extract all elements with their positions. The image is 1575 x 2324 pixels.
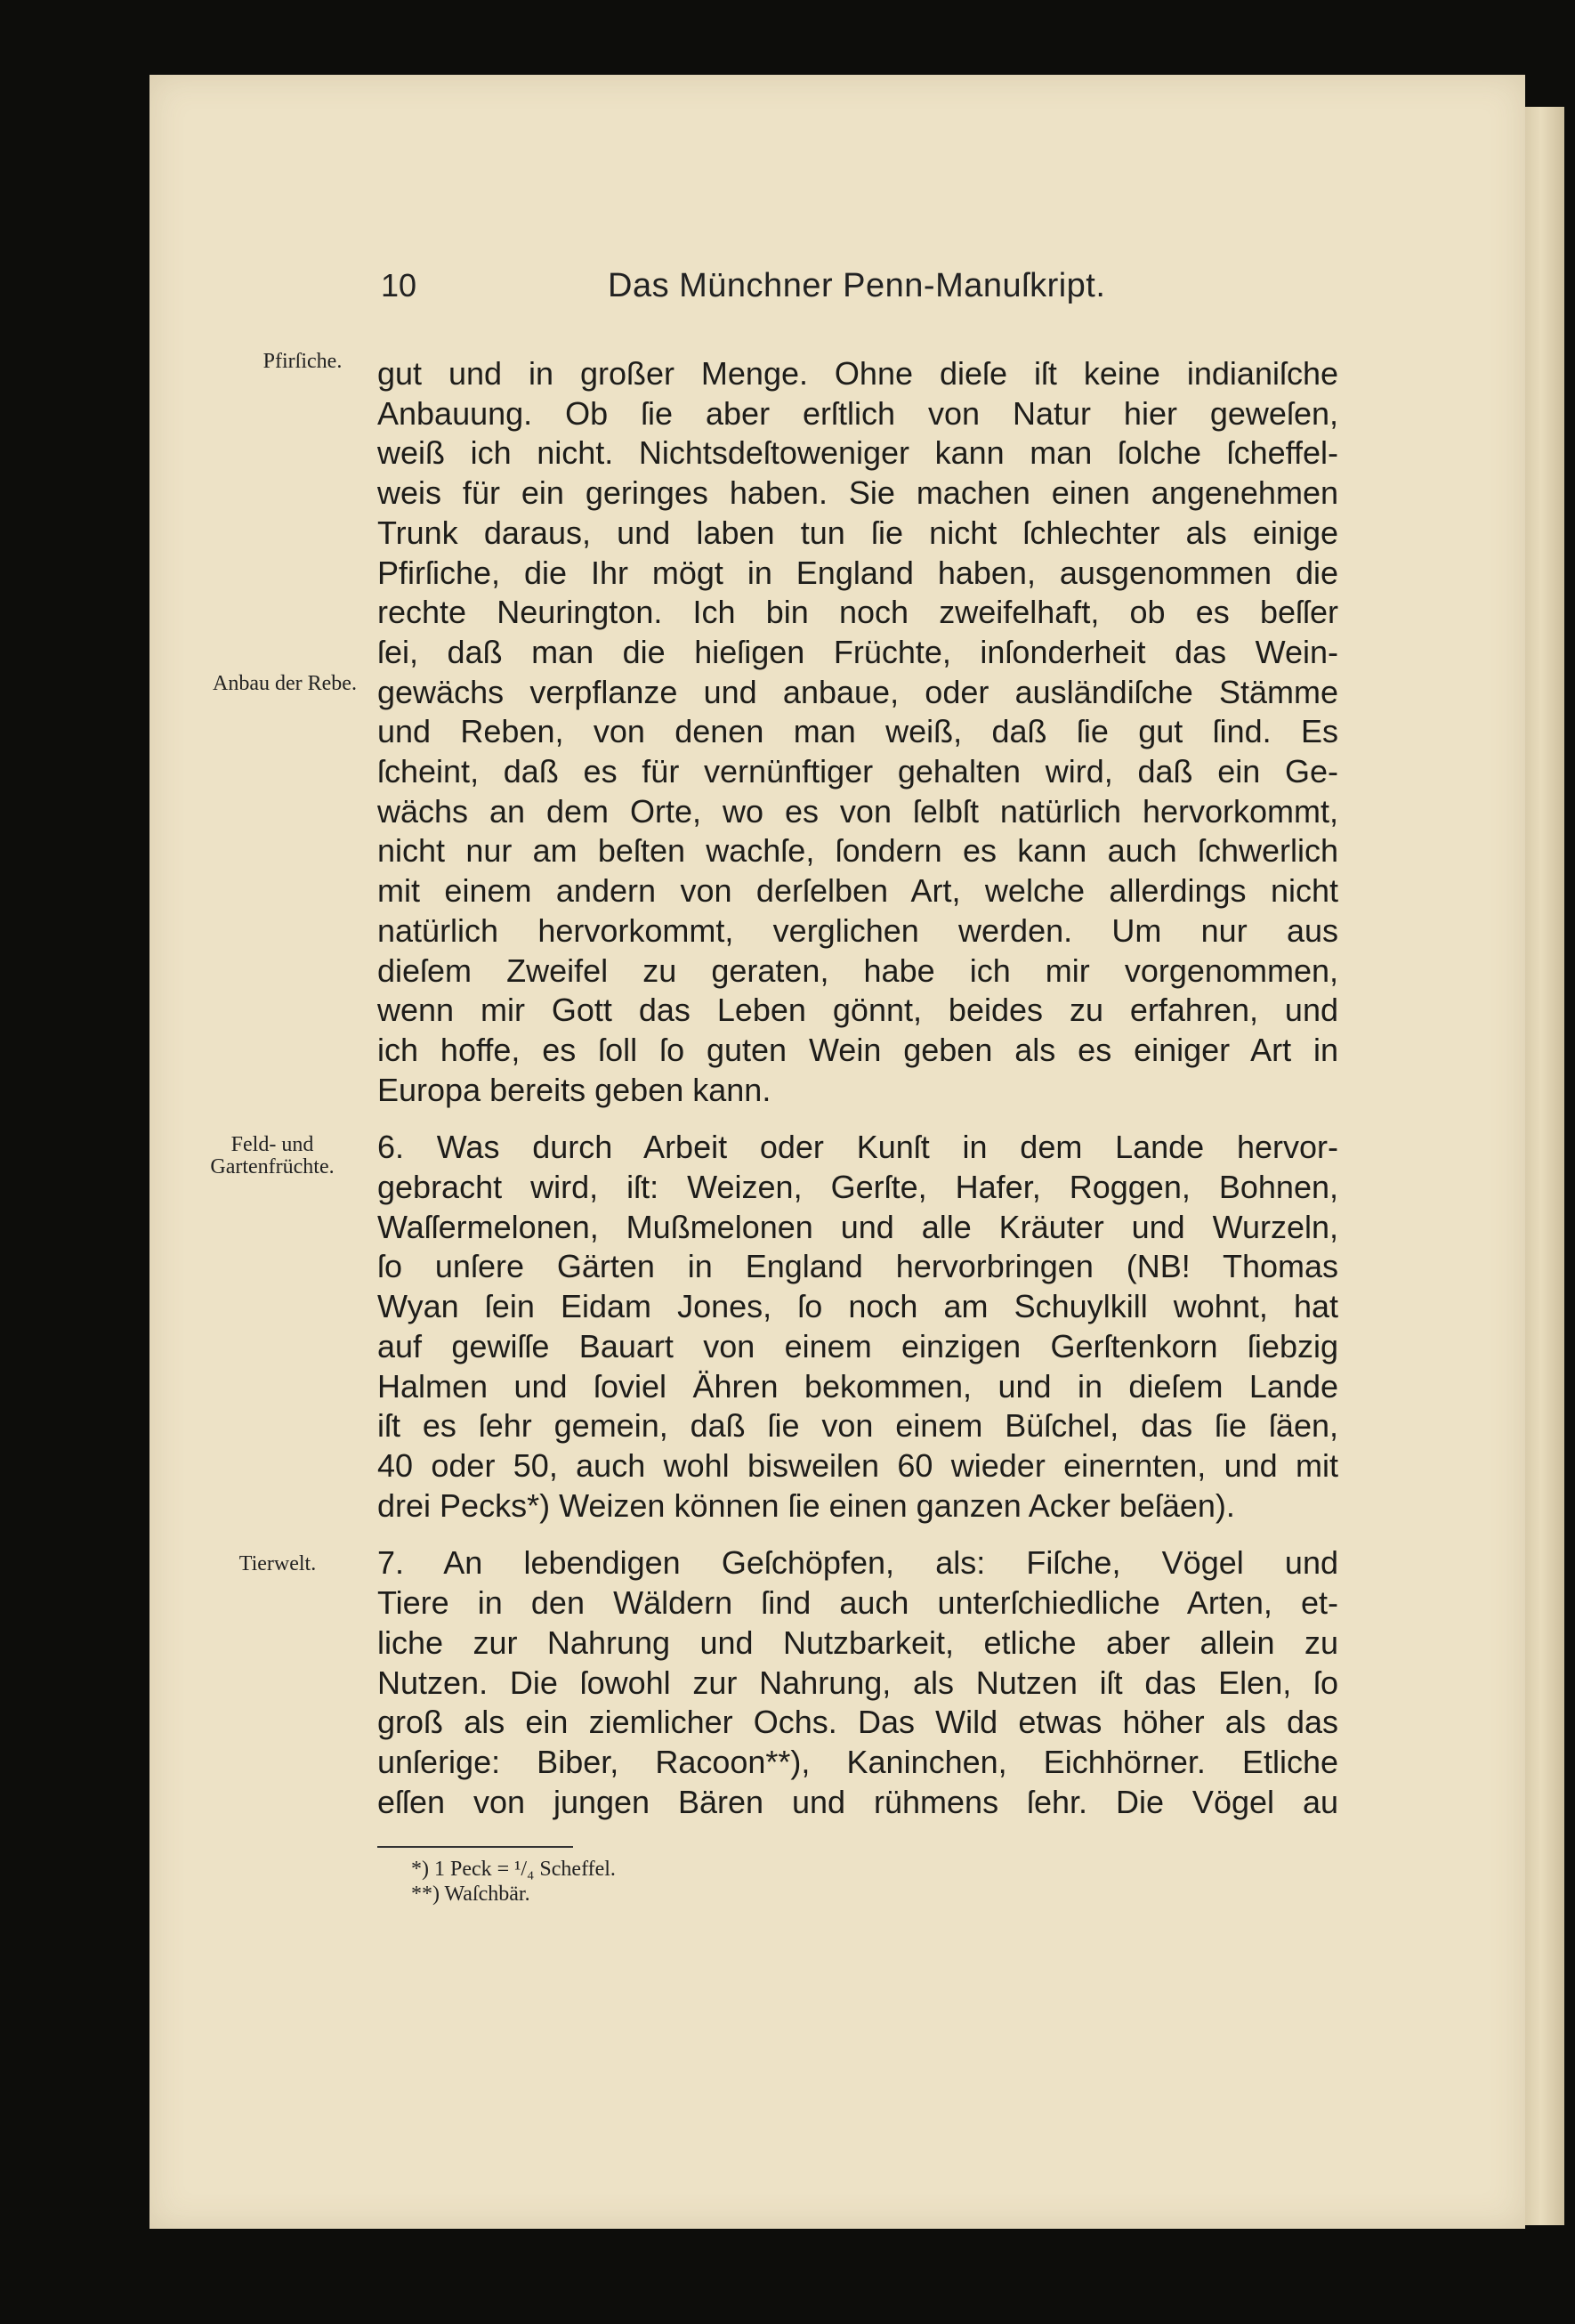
text-line: auf gewiſſe Bauart von einem einzigen Gerſtenkorn ſiebzig <box>377 1327 1338 1364</box>
page-edge <box>1525 107 1564 2225</box>
margin-note-anbau-der-rebe: Anbau der Rebe. <box>213 672 357 695</box>
text-line: Trunk daraus, und laben tun ſie nicht ſchlechter als einige <box>377 514 1338 551</box>
text-line: ich hoffe, es ſoll ſo guten Wein geben als es einiger Art in <box>377 1031 1338 1068</box>
text-line: Nutzen. Die ſowohl zur Nahrung, als Nutzen iſt das Elen, ſo <box>377 1664 1338 1701</box>
text-line: Wyan ſein Eidam Jones, ſo noch am Schuylkill wohnt, hat <box>377 1288 1338 1325</box>
text-line: rechte Neurington. Ich bin noch zweifelhaft, ob es beſſer <box>377 594 1338 631</box>
margin-note-tierwelt: Tierwelt. <box>238 1552 317 1575</box>
text-line: dieſem Zweifel zu geraten, habe ich mir vorgenommen, <box>377 951 1338 989</box>
paragraph-6 <box>377 1128 1338 1526</box>
text-line: 6. Was durch Arbeit oder Kunſt in dem Lande hervor- <box>377 1129 1338 1166</box>
text-line: gebracht wird, iſt: Weizen, Gerſte, Hafer, Roggen, Bohnen, <box>377 1169 1338 1206</box>
paragraph-7 <box>377 1543 1338 1822</box>
text-line: weiß ich nicht. Nichtsdeſtoweniger kann man ſolche ſcheffel- <box>377 434 1338 472</box>
margin-note-pfirsiche: Pfirſiche. <box>262 350 343 373</box>
text-line: wächs an dem Orte, wo es von ſelbſt natürlich hervorkommt, <box>377 792 1338 830</box>
text-line: ſo unſere Gärten in England hervorbringen (NB! Thomas <box>377 1248 1338 1285</box>
text-line: Tiere in den Wäldern ſind auch unterſchiedliche Arten, et- <box>377 1584 1338 1622</box>
text-line: weis für ein geringes haben. Sie machen einen angenehmen <box>377 474 1338 512</box>
text-line: gewächs verpflanze und anbaue, oder ausländiſche Stämme <box>377 673 1338 710</box>
page-header <box>381 267 1342 320</box>
text-line: Waſſermelonen, Mußmelonen und alle Kräuter und Wurzeln, <box>377 1208 1338 1245</box>
text-line: Anbauung. Ob ſie aber erſtlich von Natur hier geweſen, <box>377 394 1338 432</box>
text-line: Europa bereits geben kann. <box>377 1071 771 1108</box>
text-line: ſei, daß man die hieſigen Früchte, inſonderheit das Wein- <box>377 633 1338 670</box>
text-line: groß als ein ziemlicher Ochs. Das Wild etwas höher als das <box>377 1704 1338 1741</box>
text-line: gut und in großer Menge. Ohne dieſe iſt keine indianiſche <box>377 355 1338 392</box>
paragraph-gap <box>377 1110 1338 1128</box>
text-line: wenn mir Gott das Leben gönnt, beides zu erfahren, und <box>377 992 1338 1029</box>
text-line: natürlich hervorkommt, verglichen werden. Um nur aus <box>377 911 1338 949</box>
text-line: nicht nur am beſten wachſe, ſondern es kann auch ſchwerlich <box>377 832 1338 870</box>
text-line: drei Pecks*) Weizen können ſie einen ganzen Acker beſäen). <box>377 1486 1235 1524</box>
footnote-peck: *) 1 Peck = ¹/₄ Scheffel. <box>411 1858 616 1881</box>
text-line: mit einem andern von derſelben Art, welche allerdings nicht <box>377 872 1338 910</box>
text-line: Pfirſiche, die Ihr mögt in England haben, ausgenommen die <box>377 554 1338 591</box>
footnotes <box>411 1857 616 1907</box>
page-number: 10 <box>381 267 417 304</box>
text-line: ſcheint, daß es für vernünftiger gehalten wird, daß ein Ge- <box>377 753 1338 790</box>
paragraph-gap <box>377 1526 1338 1543</box>
text-line: 7. An lebendigen Geſchöpfen, als: Fiſche, Vögel und <box>377 1544 1338 1582</box>
text-line: iſt es ſehr gemein, daß ſie von einem Büſchel, das ſie ſäen, <box>377 1407 1338 1445</box>
footnote-waschbaer: **) Waſchbär. <box>411 1883 530 1906</box>
paragraph-pfirsiche <box>377 354 1338 1110</box>
text-line: und Reben, von denen man weiß, daß ſie gut ſind. Es <box>377 713 1338 750</box>
text-line: 40 oder 50, auch wohl bisweilen 60 wieder einernten, und mit <box>377 1446 1338 1484</box>
text-line: eſſen von jungen Bären und rühmens ſehr. Die Vögel au <box>377 1783 1338 1820</box>
margin-note-feld-und-gartenfruechte: Feld- und Gartenfrüchte. <box>210 1133 335 1178</box>
text-line: liche zur Nahrung und Nutzbarkeit, etliche aber allein zu <box>377 1624 1338 1661</box>
running-title: Das Münchner Penn-Manuſkript. <box>608 267 1106 304</box>
text-line: unſerige: Biber, Racoon**), Kaninchen, Eichhörner. Etliche <box>377 1743 1338 1780</box>
body-text <box>377 354 1338 1822</box>
text-line: Halmen und ſoviel Ähren bekommen, und in dieſem Lande <box>377 1367 1338 1405</box>
footnote-rule <box>377 1846 573 1848</box>
